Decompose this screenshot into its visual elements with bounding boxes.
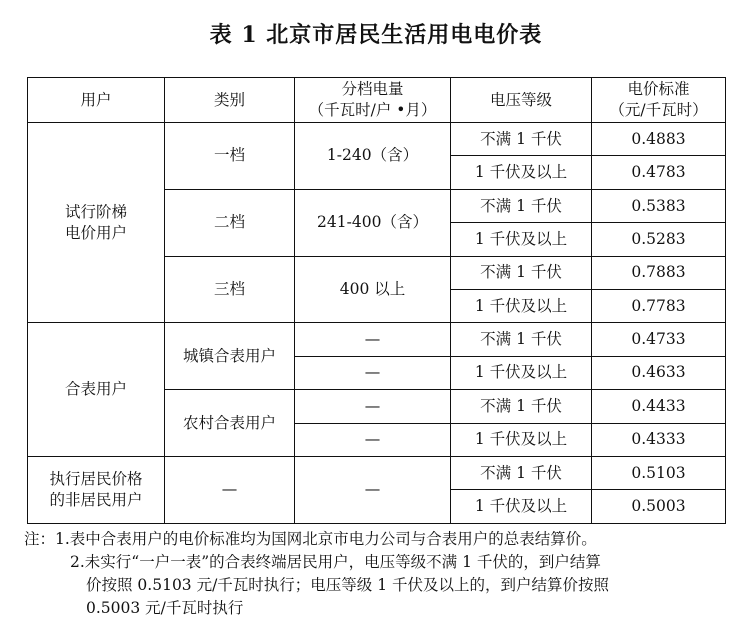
voltage-cell: 不满 1 千伏 <box>451 390 592 423</box>
price-cell: 0.5283 <box>592 223 726 256</box>
price-cell: 0.4633 <box>592 356 726 389</box>
range-tier2: 241-400（含） <box>295 189 451 256</box>
header-price <box>592 78 726 123</box>
voltage-cell: 1 千伏及以上 <box>451 356 592 389</box>
note-line-2: 2.未实行“一户一表”的合表终端居民用户，电压等级不满 1 千伏的，到户结算 <box>70 553 601 571</box>
group-ladder <box>28 123 165 323</box>
header-tier-line1: 分档电量 <box>341 80 404 99</box>
voltage-cell: 1 千伏及以上 <box>451 423 592 456</box>
group-nonres-line1: 执行居民价格 <box>49 469 143 488</box>
header-tier <box>295 78 451 123</box>
table-row <box>28 323 726 356</box>
header-price-line2: （元/千瓦时） <box>609 101 708 119</box>
group-nonresidential <box>28 456 165 523</box>
header-category: 类别 <box>165 78 295 123</box>
dash-cell: — <box>295 423 451 456</box>
voltage-cell: 1 千伏及以上 <box>451 156 592 189</box>
price-cell: 0.7883 <box>592 256 726 289</box>
price-cell: 0.4783 <box>592 156 726 189</box>
price-cell: 0.7783 <box>592 289 726 322</box>
price-cell: 0.4733 <box>592 323 726 356</box>
group-combined: 合表用户 <box>28 323 165 457</box>
group-nonres-line2: 的非居民用户 <box>49 490 143 509</box>
price-cell: 0.5383 <box>592 189 726 222</box>
group-ladder-line1: 试行阶梯 <box>64 202 127 221</box>
table-title: 表 1 北京市居民生活用电电价表 <box>209 22 543 48</box>
range-tier3: 400 以上 <box>295 256 451 323</box>
note-line-4: 0.5003 元/千瓦时执行 <box>86 599 244 617</box>
group-ladder-line2: 电价用户 <box>64 223 127 242</box>
voltage-cell: 不满 1 千伏 <box>451 123 592 156</box>
category-tier1: 一档 <box>165 123 295 190</box>
voltage-cell: 1 千伏及以上 <box>451 289 592 322</box>
price-table <box>27 77 726 524</box>
dash-cell: — <box>295 390 451 423</box>
category-tier3: 三档 <box>165 256 295 323</box>
voltage-cell: 不满 1 千伏 <box>451 189 592 222</box>
note-line-1: 注：1.表中合表用户的电价标准均为国网北京市电力公司与合表用户的总表结算价。 <box>24 530 597 548</box>
table-row <box>28 456 726 489</box>
voltage-cell: 不满 1 千伏 <box>451 456 592 489</box>
price-cell: 0.4883 <box>592 123 726 156</box>
header-price-line1: 电价标准 <box>627 80 690 99</box>
note-line-3: 价按照 0.5103 元/千瓦时执行；电压等级 1 千伏及以上的，到户结算价按照 <box>86 576 610 594</box>
category-tier2: 二档 <box>165 189 295 256</box>
header-voltage: 电压等级 <box>451 78 592 123</box>
dash-cell: — <box>295 323 451 356</box>
header-tier-line2: （千瓦时/户 •月） <box>308 101 437 119</box>
dash-cell: — <box>295 456 451 523</box>
price-cell: 0.4433 <box>592 390 726 423</box>
header-user: 用户 <box>28 78 165 123</box>
category-nonres: — <box>165 456 295 523</box>
voltage-cell: 1 千伏及以上 <box>451 223 592 256</box>
table-row <box>28 123 726 156</box>
price-cell: 0.5103 <box>592 456 726 489</box>
voltage-cell: 1 千伏及以上 <box>451 490 592 523</box>
header-row <box>28 78 726 123</box>
voltage-cell: 不满 1 千伏 <box>451 256 592 289</box>
voltage-cell: 不满 1 千伏 <box>451 323 592 356</box>
dash-cell: — <box>295 356 451 389</box>
category-urban: 城镇合表用户 <box>165 323 295 390</box>
price-cell: 0.5003 <box>592 490 726 523</box>
price-cell: 0.4333 <box>592 423 726 456</box>
range-tier1: 1-240（含） <box>295 123 451 190</box>
table-notes <box>24 528 734 620</box>
category-rural: 农村合表用户 <box>165 390 295 457</box>
